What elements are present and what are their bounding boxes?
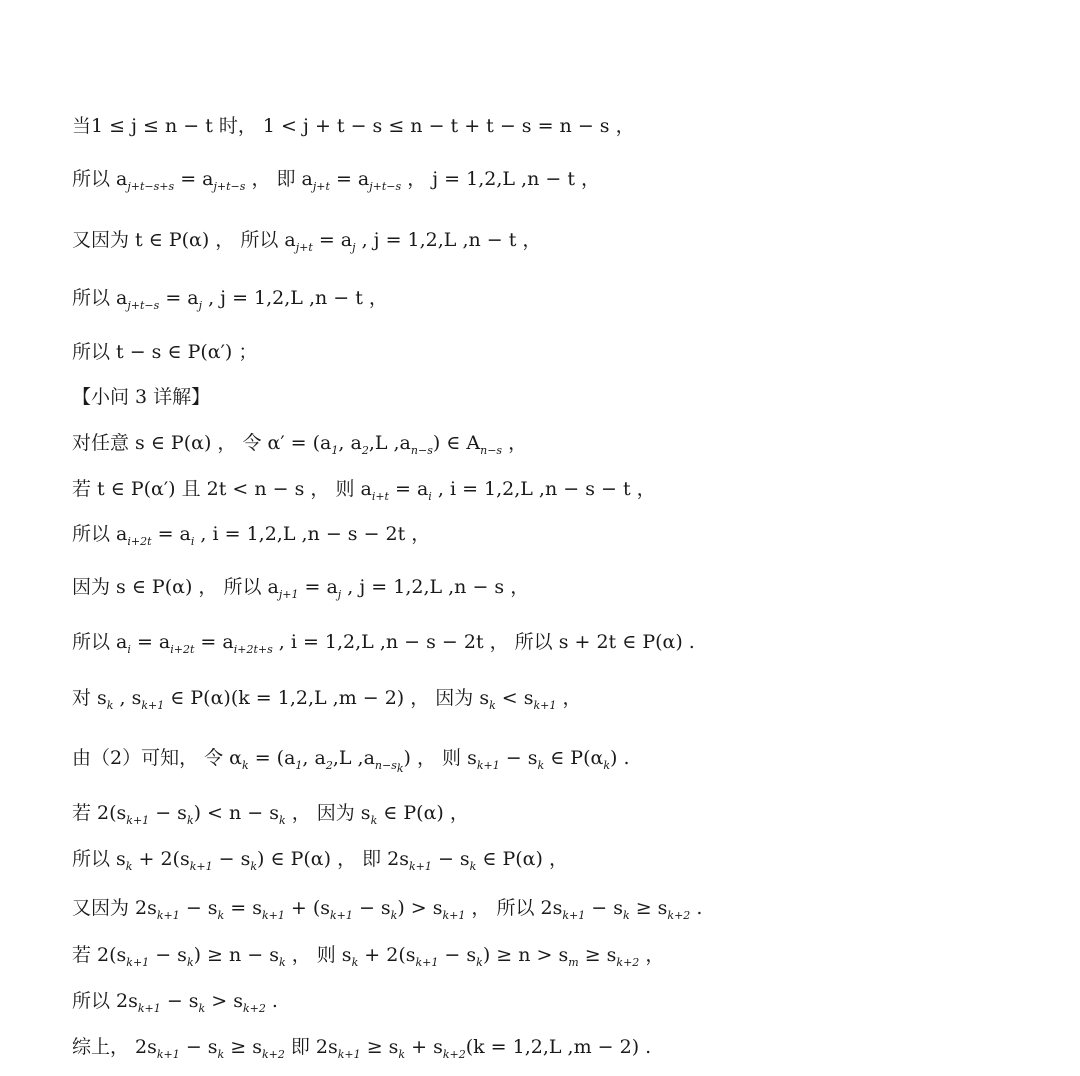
proof-line: 又因为 t ∈ P(α) ， 所以 $a_{j+t} = a_j$ , j = 1,2,L ,n − t ， (72, 229, 542, 254)
proof-line: 若 $2(s_{k+1} - s_k) < n - s_k$ ， 因为 $s_k$ ∈ P(α) ， (72, 802, 469, 827)
proof-line: 因为 s ∈ P(α) ， 所以 $a_{j+1} = a_j$ , j = 1,2,L ,n − s ， (72, 576, 530, 601)
proof-line: 当1 ≤ j ≤ n − t 时， 1 < j + t − s ≤ n − t + t − s = n − s ， (72, 115, 635, 137)
proof-line: 所以 $a_{j+t-s+s} = a_{j+t-s}$ ， 即 $a_{j+t} = a_{j+t-s}$ ， j = 1,2,L ,n − t ， (72, 168, 601, 193)
proof-line: 所以 t − s ∈ P(α′) ； (72, 341, 258, 363)
proof-line: 若 t ∈ P(α′) 且 2t < n − s ， 则 $a_{i+t} = a_i$ , i = 1,2,L ,n − s − t ， (72, 478, 656, 503)
proof-line: 又因为 $2s_{k+1} - s_k = s_{k+1} + (s_{k+1} - s_k) > s_{k+1}$ ， 所以 $2s_{k+1} - s_k \ge s_{k+2}$ . (72, 897, 703, 922)
proof-line: 若 $2(s_{k+1} - s_k) \ge n - s_k$ ， 则 $s_k + 2(s_{k+1} - s_k) \ge n > s_m \ge s_{k+2}$ ， (72, 944, 665, 969)
section-heading: 【小问 3 详解】 (72, 386, 211, 408)
proof-line: 所以 $a_i = a_{i+2t} = a_{i+2t+s}$ , i = 1,2,L ,n − s − 2t ， 所以 s + 2t ∈ P(α) . (72, 631, 695, 656)
proof-line: 所以 $s_k + 2(s_{k+1} - s_k)$ ∈ P(α) ， 即 $2s_{k+1} - s_k$ ∈ P(α) ， (72, 848, 568, 873)
proof-line: 所以 $a_{i+2t} = a_i$ , i = 1,2,L ,n − s − 2t ， (72, 523, 431, 548)
proof-line: 对任意 s ∈ P(α) ， 令 $\alpha' = (a_1$, $a_2,L$ $,a_{n-s}$) ∈ $A_{n-s}$ ， (72, 432, 528, 457)
proof-line: 综上， $2s_{k+1} - s_k \ge s_{k+2}$ 即 $2s_{k+1} \ge s_k + s_{k+2}(k = 1,2,L$ ,m − 2) . (72, 1036, 652, 1061)
proof-line: 由（2）可知， 令 $\alpha_k = (a_1$, $a_2,L$ $,a_{n-s_k}$) ， 则 $s_{k+1} - s_k$ ∈ $P(\alpha_k)$ . (72, 747, 630, 775)
proof-line: 所以 $a_{j+t-s} = a_j$ , j = 1,2,L ,n − t ， (72, 287, 388, 312)
proof-line: 对 $s_k$ , $s_{k+1}$ ∈ P(α)(k = 1,2,L ,m − 2) ， 因为 $s_k < s_{k+1}$ ， (72, 687, 582, 712)
proof-line: 所以 $2s_{k+1} - s_k > s_{k+2}$ . (72, 990, 278, 1015)
